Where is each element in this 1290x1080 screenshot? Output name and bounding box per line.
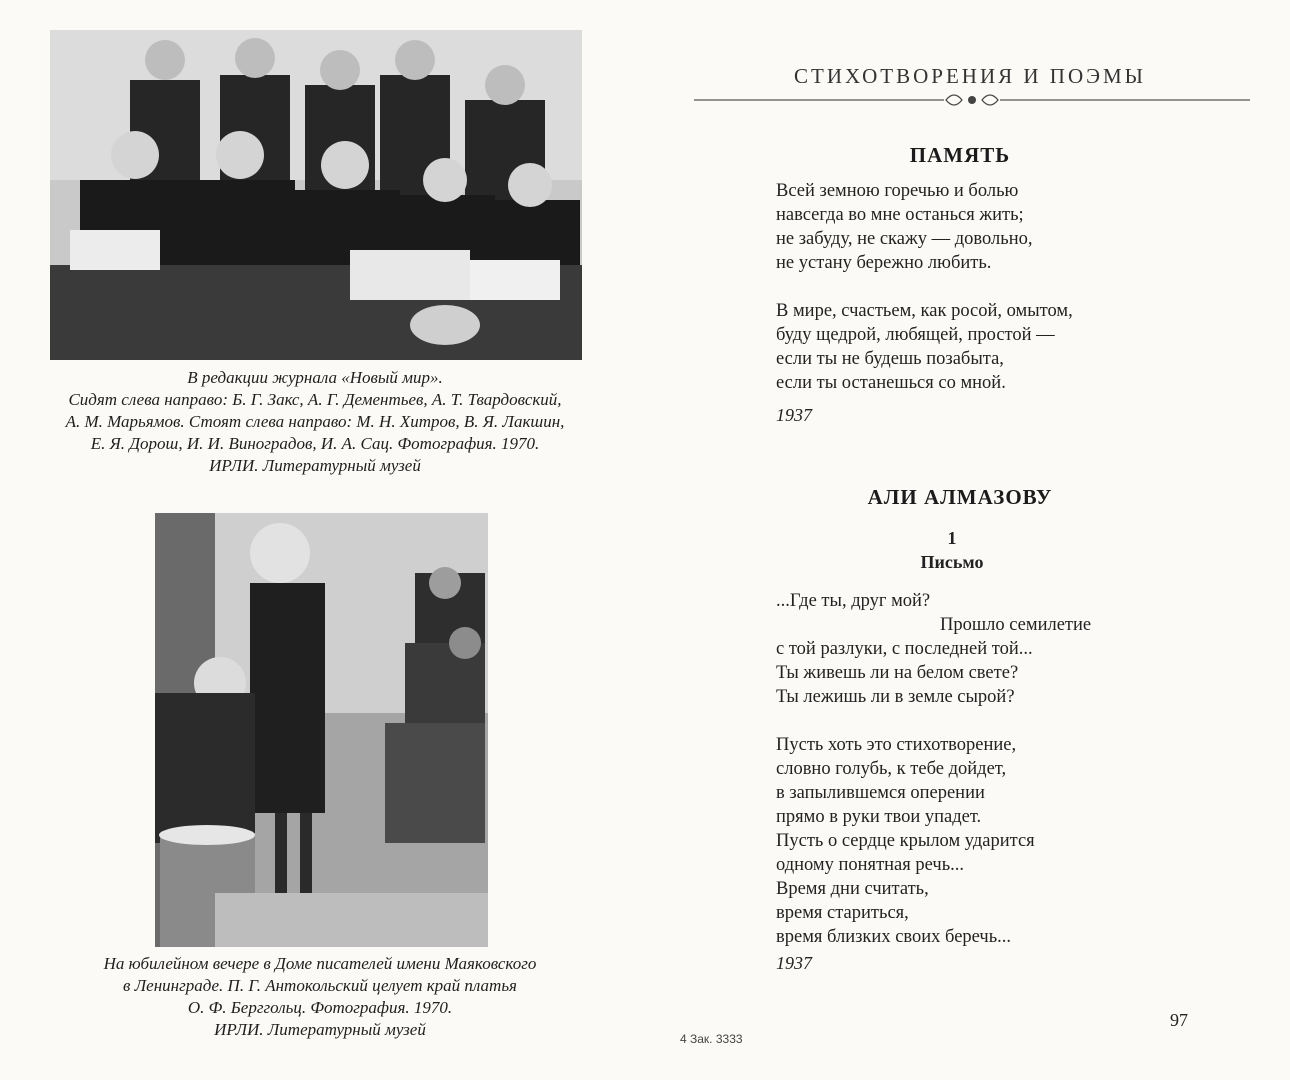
poem-title: ПАМЯТЬ <box>909 143 1011 167</box>
caption-line: Е. Я. Дорош, И. И. Виноградов, И. А. Сац. Фотография. 1970. <box>90 434 540 453</box>
verse-line: если ты останешься со мной. <box>776 373 1006 393</box>
page-number: 97 <box>1170 1010 1188 1030</box>
poem-title: АЛИ АЛМАЗОВУ <box>867 485 1053 509</box>
verse-line: в запылившемся оперении <box>776 783 985 803</box>
verse-line: Всей земною горечью и болью <box>776 181 1019 201</box>
printer-signature-mark: 4 Зак. 3333 <box>680 1032 743 1046</box>
caption-line: ИРЛИ. Литературный музей <box>214 1020 426 1039</box>
verse-line: навсегда во мне останься жить; <box>776 205 1024 225</box>
caption-line: О. Ф. Берггольц. Фотография. 1970. <box>187 998 453 1017</box>
verse-line: одному понятная речь... <box>776 855 965 875</box>
caption-line: Сидят слева направо: Б. Г. Закс, А. Г. Дементьев, А. Т. Твардовский, <box>68 390 562 409</box>
verse-line: Ты лежишь ли в земле сырой? <box>776 687 1015 707</box>
caption-line: в Ленинграде. П. Г. Антокольский целует край платья <box>123 976 517 995</box>
poem-stanza <box>776 299 1073 395</box>
caption-line: В редакции журнала «Новый мир». <box>187 368 443 387</box>
verse-line: прямо в руки твои упадет. <box>776 807 982 827</box>
verse-line: буду щедрой, любящей, простой — <box>776 325 1055 345</box>
verse-line: Прошло семилетие <box>940 615 1092 635</box>
verse-line: время стариться, <box>776 903 909 923</box>
verse-line: время близких своих беречь... <box>776 927 1012 947</box>
right-page <box>650 0 1290 1080</box>
poem-date: 1937 <box>776 953 812 973</box>
ornament-rule-icon <box>694 90 1250 110</box>
photo-group-illustration <box>50 30 582 360</box>
poem-stanza <box>776 179 1032 275</box>
caption-line: На юбилейном вечере в Доме писателей имени Маяковского <box>103 954 537 973</box>
verse-line: не устану бережно любить. <box>776 253 992 273</box>
verse-line: Пусть хоть это стихотворение, <box>776 735 1017 755</box>
verse-line: словно голубь, к тебе дойдет, <box>776 759 1007 779</box>
verse-line: Пусть о сердце крылом ударится <box>776 831 1035 851</box>
poem-stanza <box>776 589 1091 709</box>
photo-editorial-office <box>50 30 582 360</box>
verse-line: В мире, счастьем, как росой, омытом, <box>776 301 1073 321</box>
photo-caption-editorial <box>30 367 600 477</box>
poem-stanza <box>776 733 1035 949</box>
verse-line: Время дни считать, <box>776 879 929 899</box>
poem-date: 1937 <box>776 405 812 425</box>
caption-line: ИРЛИ. Литературный музей <box>209 456 421 475</box>
photo-caption-jubilee <box>60 953 580 1041</box>
verse-line: если ты не будешь позабыта, <box>776 349 1004 369</box>
poem-part-number: 1 <box>947 528 957 548</box>
running-head: СТИХОТВОРЕНИЯ И ПОЭМЫ <box>794 64 1146 88</box>
photo-jubilee-illustration <box>155 513 488 947</box>
verse-line: с той разлуки, с последней той... <box>776 639 1033 659</box>
verse-line: ...Где ты, друг мой? <box>776 591 931 611</box>
verse-line: Ты живешь ли на белом свете? <box>776 663 1019 683</box>
verse-line: не забуду, не скажу — довольно, <box>776 229 1033 249</box>
poem-part-title: Письмо <box>920 552 984 572</box>
photo-jubilee-evening <box>155 513 488 947</box>
caption-line: А. М. Марьямов. Стоят слева направо: М. Н. Хитров, В. Я. Лакшин, <box>65 412 565 431</box>
